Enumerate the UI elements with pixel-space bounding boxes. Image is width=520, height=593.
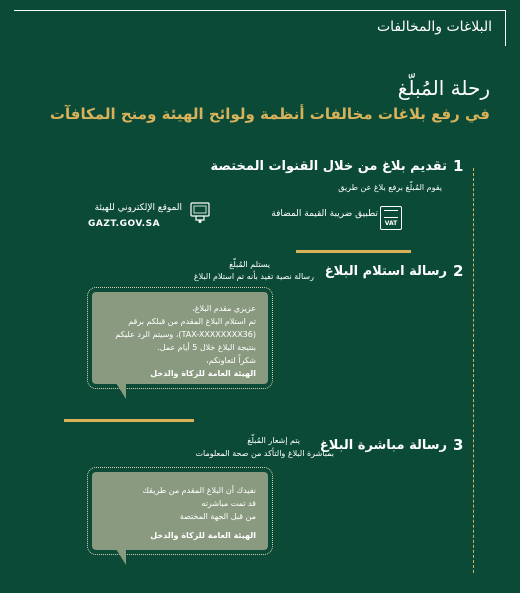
timeline-line [473,168,474,573]
journey-subtitle: في رفع بلاغات مخالفات أنظمة ولوائح الهيئة ومنح المكافآت [49,105,490,123]
step2-message-bubble [92,292,268,384]
step2-message-line: الهيئة العامة للزكاة والدخل [150,369,256,378]
journey-title: رحلة المُبلّغ [397,76,490,100]
step2-caption-line1: يستلم المُبلّغ [229,260,270,269]
step1-separator [296,250,411,253]
step3-caption-line1: يتم إشعار المُبلّغ [247,436,300,445]
step2-number: 2 [453,262,464,280]
step3-message-line: من قبل الجهة المختصة [179,512,256,521]
step3-number: 3 [453,436,464,454]
website-icon [190,202,210,224]
vat-app-icon-text: VAT [384,220,398,227]
step1-title: تقديم بلاغ من خلال القنوات المختصة [210,159,447,174]
step2-message-line: تم استلام البلاغ المقدم من قبلكم برقم [128,317,256,326]
channel-website-url[interactable]: GAZT.GOV.SA [88,219,161,229]
step2-message-line: (TAX-XXXXXXXX36)، وسيتم الرد عليكم [115,330,256,339]
step3-message-line: نفيدك أن البلاغ المقدم من طريقك [142,486,256,495]
step3-title: رسالة مباشرة البلاغ [319,438,447,453]
step1-note: يقوم المُبلّغ برفع بلاغ عن طريق [338,183,442,192]
channel-website-label: الموقع الإلكتروني للهيئة [94,203,182,213]
step3-message-line: الهيئة العامة للزكاة والدخل [150,531,256,540]
step2-bubble-tail [116,383,126,399]
step3-caption-line2: بمباشرة البلاغ والتأكد من صحة المعلومات [195,449,334,458]
frame-top-line [14,10,506,11]
vat-app-icon [380,206,402,230]
frame-right-line [505,10,506,46]
step3-message-bubble [92,472,268,550]
step2-message-line: بنتيجة البلاغ خلال 5 أيام عمل. [157,343,256,352]
step1-number: 1 [453,157,464,175]
channel-vat-app-label[interactable]: تطبيق ضريبة القيمة المضافة [271,209,378,219]
step2-message-line: عزيزي مقدم البلاغ، [192,304,256,313]
step2-separator [64,419,194,422]
step2-caption-line2: رسالة نصية تفيد بأنه تم استلام البلاغ [193,272,314,281]
step2-title: رسالة استلام البلاغ [324,264,447,279]
step3-bubble-tail [116,549,126,565]
step2-message-line: شكراً لتعاونكم، [206,356,256,365]
step3-message-line: قد تمت مباشرته [201,499,256,508]
header-title: البلاغات والمخالفات [376,19,492,35]
